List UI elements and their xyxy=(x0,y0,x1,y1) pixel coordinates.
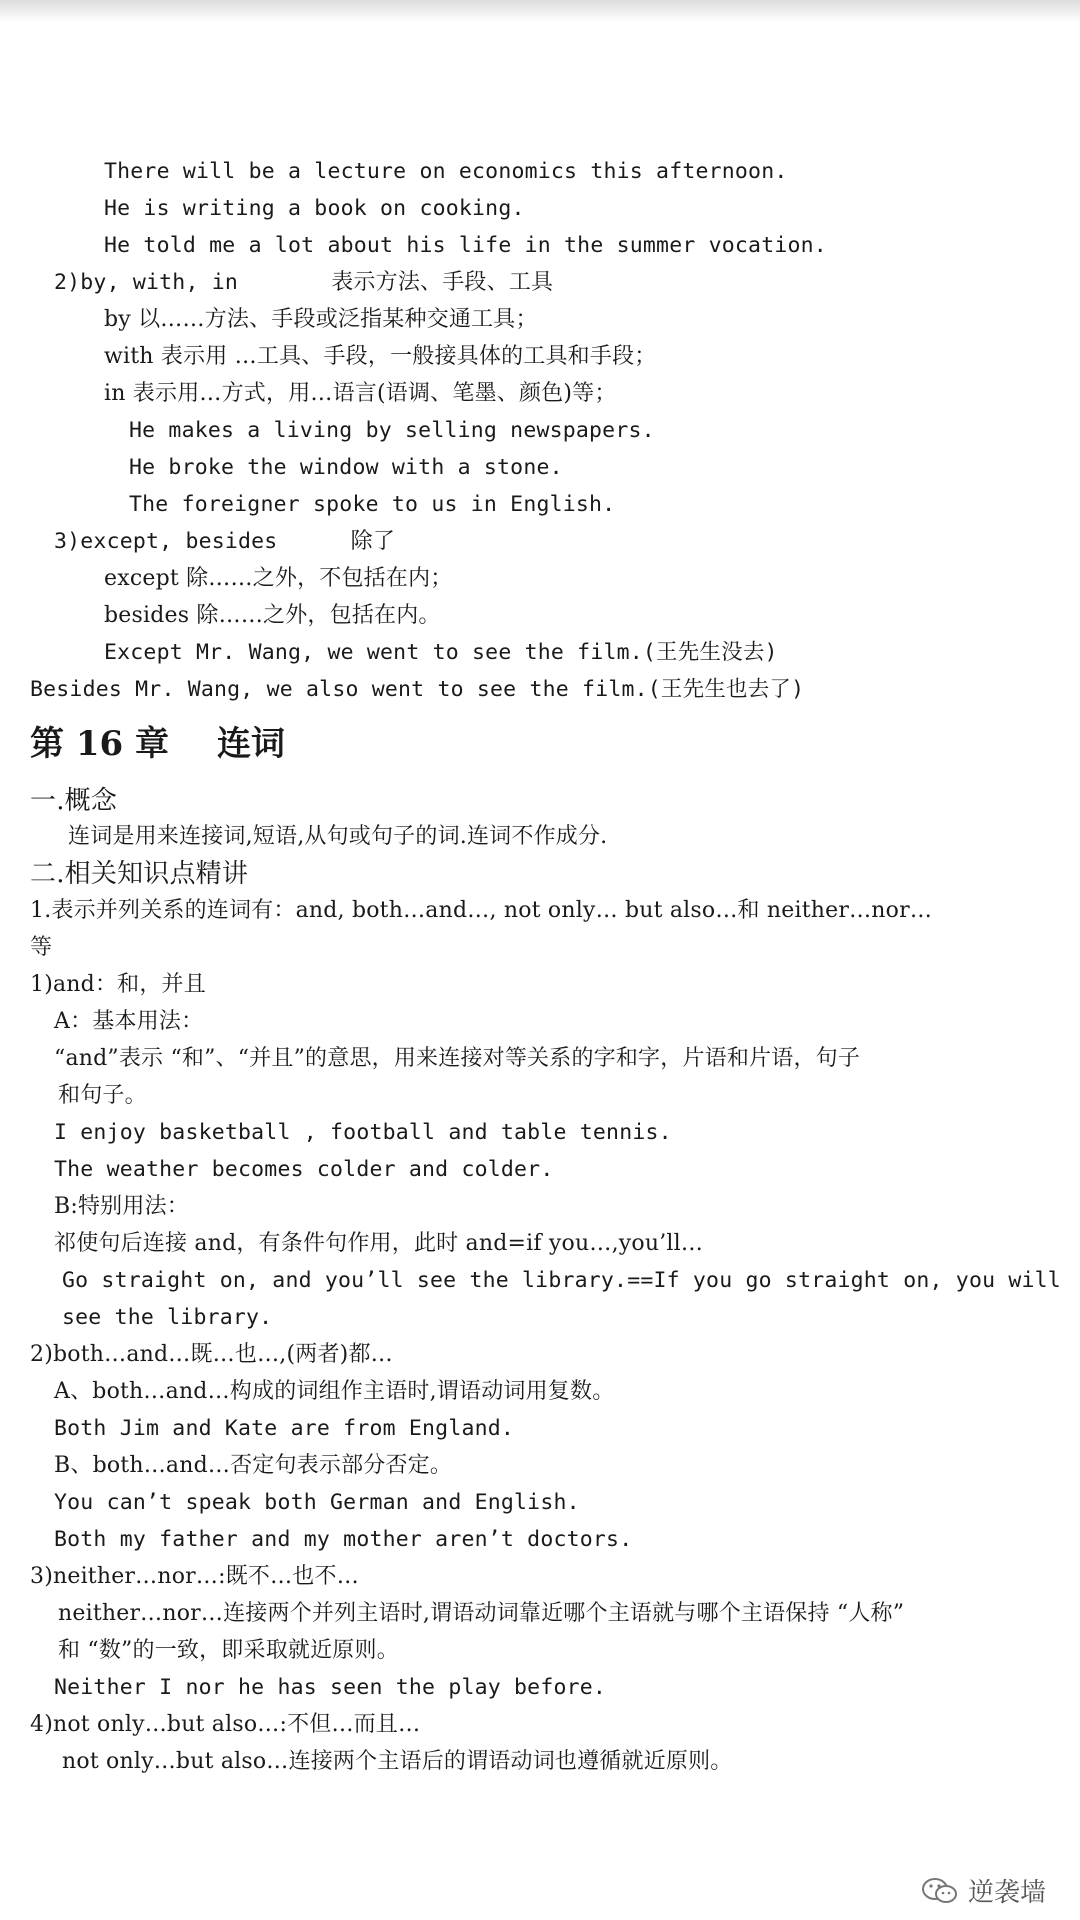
example-sentence: He is writing a book on cooking. xyxy=(104,196,525,221)
paragraph: neither…nor…连接两个并列主语时,谓语动词靠近哪个主语就与哪个主语保持 “人称” xyxy=(58,1601,905,1626)
paragraph: 等 xyxy=(30,935,53,960)
paragraph: 和句子。 xyxy=(58,1083,147,1108)
watermark xyxy=(920,1872,1046,1909)
paragraph: 连词是用来连接词,短语,从句或句子的词.连词不作成分. xyxy=(68,824,608,849)
chapter-title xyxy=(30,722,285,766)
example-sentence: Except Mr. Wang, we went to see the film.(王先生没去) xyxy=(104,640,778,665)
watermark-text: 逆袭墙 xyxy=(967,1878,1046,1908)
rule-line: by 以……方法、手段或泛指某种交通工具； xyxy=(104,307,538,332)
example-sentence: There will be a lecture on economics this afternoon. xyxy=(104,159,788,184)
example-sentence: Both Jim and Kate are from England. xyxy=(54,1416,515,1441)
example-sentence: I enjoy basketball , football and table tennis. xyxy=(54,1120,672,1145)
paragraph: “and”表示 “和”、“并且”的意思，用来连接对等关系的字和字，片语和片语，句子 xyxy=(54,1046,861,1071)
example-sentence: You can’t speak both German and English. xyxy=(54,1490,580,1515)
example-sentence: The weather becomes colder and colder. xyxy=(54,1157,554,1182)
usage-heading: B:特别用法： xyxy=(54,1194,189,1219)
example-sentence: Besides Mr. Wang, we also went to see the film.(王先生也去了) xyxy=(30,677,805,702)
paragraph: 祁使句后连接 and，有条件句作用，此时 and=if you…,you’ll… xyxy=(54,1231,704,1256)
subsection-heading xyxy=(54,527,395,557)
usage-heading: A：基本用法： xyxy=(54,1009,204,1034)
section-heading: 二.相关知识点精讲 xyxy=(30,859,249,889)
example-sentence: see the library. xyxy=(62,1305,273,1330)
top-shadow xyxy=(0,0,1080,22)
subsection-heading: 4)not only…but also…:不但…而且… xyxy=(30,1712,421,1737)
paragraph: 和 “数”的一致，即采取就近原则。 xyxy=(58,1638,399,1663)
example-sentence: He broke the window with a stone. xyxy=(129,455,563,480)
subsection-meaning: 表示方法、手段、工具 xyxy=(331,270,554,295)
paragraph: A、both…and…构成的词组作主语时,谓语动词用复数。 xyxy=(54,1379,615,1404)
rule-line: in 表示用…方式，用…语言(语调、笔墨、颜色)等； xyxy=(104,381,617,406)
paragraph: not only…but also…连接两个主语后的谓语动词也遵循就近原则。 xyxy=(62,1749,733,1774)
example-sentence: Both my father and my mother aren’t doctors. xyxy=(54,1527,633,1552)
subsection-heading: 2)both…and…既…也…,(两者)都… xyxy=(30,1342,393,1367)
chapter-number: 第 16 章 xyxy=(30,724,169,764)
example-sentence: Neither I nor he has seen the play before. xyxy=(54,1675,607,1700)
paragraph: 1.表示并列关系的连词有：and, both…and…, not only… but also…和 neither…nor… xyxy=(30,898,933,923)
subsection-heading xyxy=(54,268,553,298)
example-sentence: He told me a lot about his life in the summer vocation. xyxy=(104,233,827,258)
rule-line: except 除……之外，不包括在内； xyxy=(104,566,453,591)
rule-line: besides 除……之外，包括在内。 xyxy=(104,603,441,628)
section-heading: 一.概念 xyxy=(30,786,118,816)
chapter-name: 连词 xyxy=(217,724,285,764)
subsection-label: 2)by, with, in xyxy=(54,270,239,295)
rule-line: with 表示用 …工具、手段，一般接具体的工具和手段； xyxy=(104,344,657,369)
example-sentence: The foreigner spoke to us in English. xyxy=(129,492,616,517)
subsection-label: 3)except, besides xyxy=(54,529,278,554)
subsection-heading: 3)neither…nor…:既不…也不… xyxy=(30,1564,359,1589)
paragraph: B、both…and…否定句表示部分否定。 xyxy=(54,1453,453,1478)
example-sentence: He makes a living by selling newspapers. xyxy=(129,418,655,443)
subsection-heading: 1)and：和，并且 xyxy=(30,972,206,997)
example-sentence: Go straight on, and you’ll see the library.==If you go straight on, you will xyxy=(62,1268,1061,1293)
wechat-icon xyxy=(920,1876,960,1906)
subsection-meaning: 除了 xyxy=(350,529,396,554)
